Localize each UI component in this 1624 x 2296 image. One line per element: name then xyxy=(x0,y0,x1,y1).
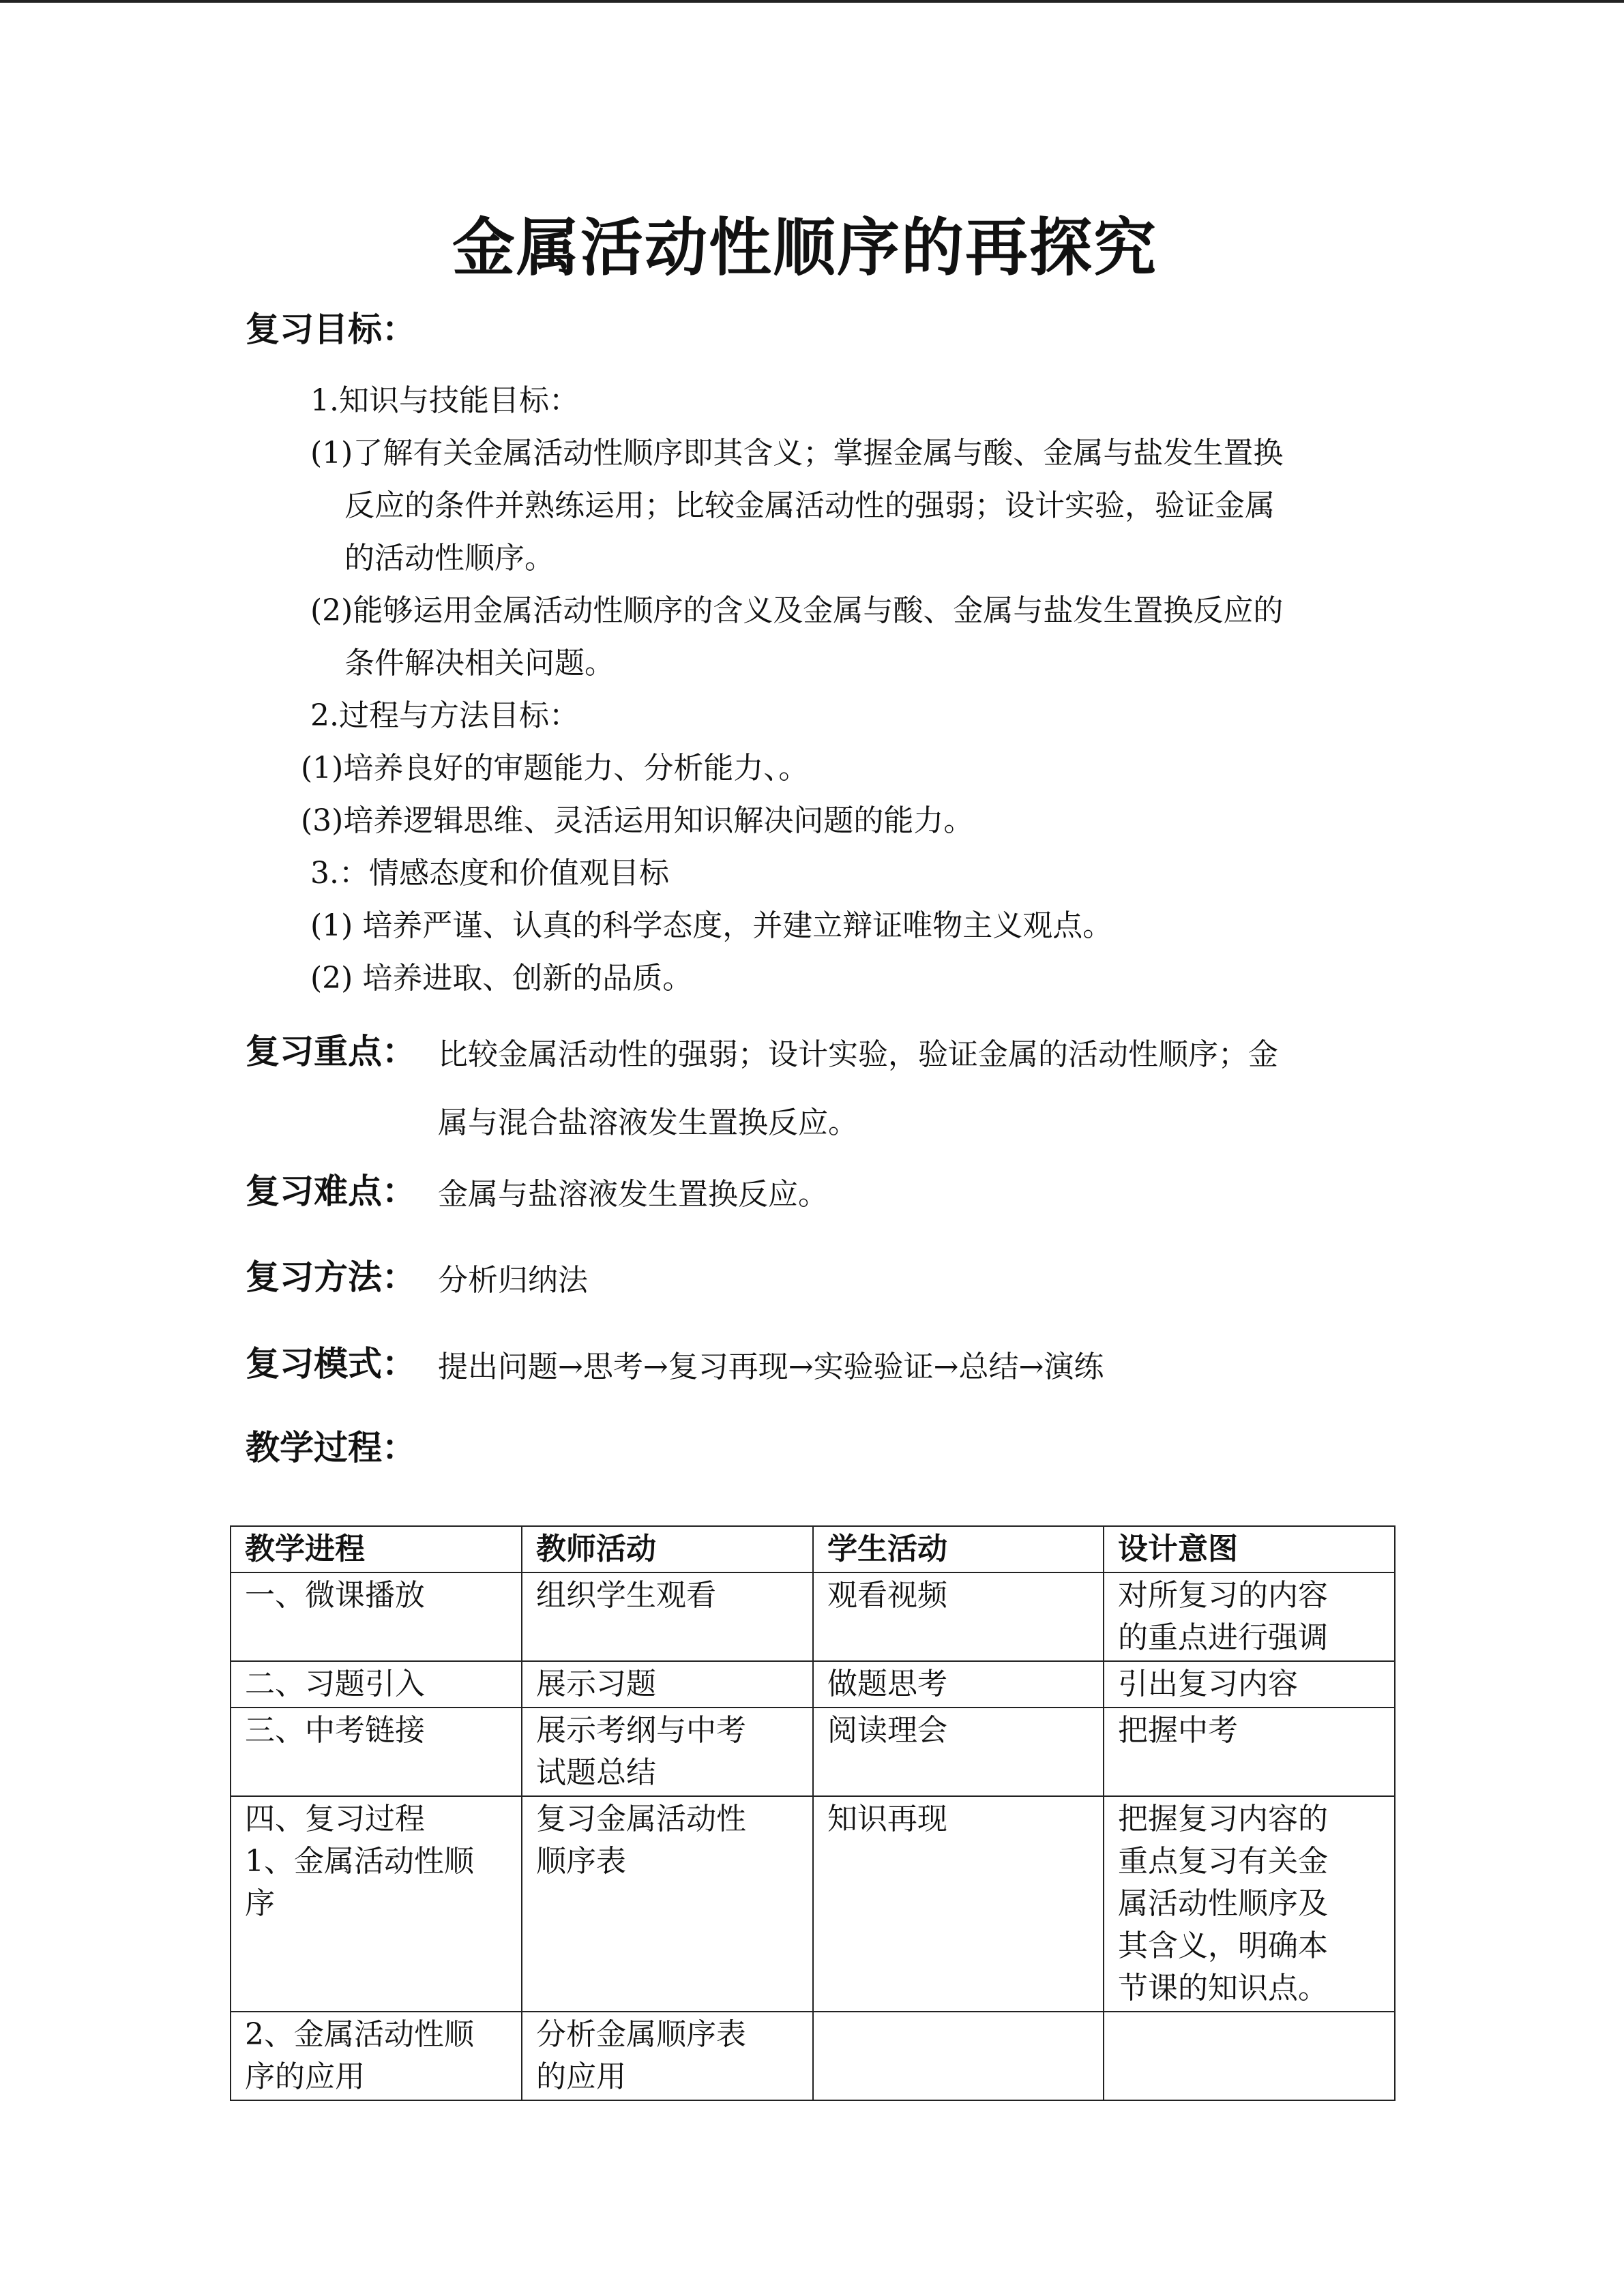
table-cell xyxy=(813,1572,1104,1661)
cell-text: 属活动性顺序及 xyxy=(1118,1886,1328,1921)
table-header-row xyxy=(231,1526,1395,1572)
key-points-label: 复习重点： xyxy=(246,1032,416,1071)
cell-text: 阅读理会 xyxy=(827,1713,947,1748)
cell-text: 复习金属活动性 xyxy=(536,1802,746,1836)
cell-text: 的重点进行强调 xyxy=(1118,1620,1328,1655)
objective-line: 3.：情感态度和价值观目标 xyxy=(310,856,669,891)
table-cell xyxy=(1104,1796,1395,2012)
column-header: 设计意图 xyxy=(1104,1526,1395,1572)
key-points-text: 比较金属活动性的强弱；设计实验，验证金属的活动性顺序；金 xyxy=(438,1037,1278,1072)
table-row xyxy=(231,1796,1395,2012)
cell-text: 节课的知识点。 xyxy=(1118,1971,1328,2006)
cell-text: 知识再现 xyxy=(827,1802,947,1836)
objective-line: (1) 培养严谨、认真的科学态度，并建立辩证唯物主义观点。 xyxy=(310,908,1113,943)
key-points-text-continued: 属与混合盐溶液发生置换反应。 xyxy=(438,1105,858,1140)
cell-text: 一、微课播放 xyxy=(245,1578,425,1613)
objective-line: 条件解决相关问题。 xyxy=(344,646,615,681)
table-cell xyxy=(231,1661,522,1708)
difficult-points-label: 复习难点： xyxy=(246,1172,416,1211)
table-cell xyxy=(1104,1661,1395,1708)
table-row xyxy=(231,1708,1395,1796)
table-row xyxy=(231,2012,1395,2100)
cell-text: 二、习题引入 xyxy=(245,1667,425,1701)
table-cell xyxy=(522,2012,813,2100)
table-cell xyxy=(522,1572,813,1661)
cell-text: 四、复习过程 xyxy=(245,1802,425,1836)
objective-line: 反应的条件并熟练运用；比较金属活动性的强弱；设计实验，验证金属 xyxy=(344,488,1275,523)
table-cell xyxy=(522,1796,813,2012)
cell-text: 对所复习的内容 xyxy=(1118,1578,1328,1613)
table-cell xyxy=(813,1661,1104,1708)
table-cell xyxy=(231,1572,522,1661)
column-header: 教师活动 xyxy=(522,1526,813,1572)
table-cell xyxy=(1104,1708,1395,1796)
column-header: 教学进程 xyxy=(231,1526,522,1572)
objective-line: (1)培养良好的审题能力、分析能力、。 xyxy=(301,751,809,786)
mode-text: 提出问题→思考→复习再现→实验验证→总结→演练 xyxy=(438,1350,1104,1384)
cell-text: 展示考纲与中考 xyxy=(536,1713,746,1748)
table-cell xyxy=(813,1708,1104,1796)
cell-text: 序的应用 xyxy=(245,2059,365,2094)
objective-line: 1.知识与技能目标： xyxy=(310,383,579,418)
column-header: 学生活动 xyxy=(813,1526,1104,1572)
cell-text: 观看视频 xyxy=(827,1578,947,1613)
table-cell xyxy=(231,1708,522,1796)
difficult-points-text: 金属与盐溶液发生置换反应。 xyxy=(438,1177,828,1212)
cell-text: 的应用 xyxy=(536,2059,626,2094)
page-top-border xyxy=(0,0,1624,3)
cell-text: 1、金属活动性顺 xyxy=(245,1844,474,1879)
page-title: 金属活动性顺序的再探究 xyxy=(452,211,1157,284)
cell-text: 试题总结 xyxy=(536,1755,656,1790)
table-cell xyxy=(1104,1572,1395,1661)
method-text: 分析归纳法 xyxy=(438,1263,588,1298)
mode-label: 复习模式： xyxy=(246,1344,416,1384)
cell-text: 序 xyxy=(245,1886,275,1921)
process-heading: 教学过程： xyxy=(246,1428,416,1467)
cell-text: 组织学生观看 xyxy=(536,1578,716,1613)
cell-text: 把握复习内容的 xyxy=(1118,1802,1328,1836)
table-row xyxy=(231,1661,1395,1708)
objectives-heading: 复习目标： xyxy=(246,310,416,349)
cell-text: 2、金属活动性顺 xyxy=(245,2017,474,2052)
table-cell xyxy=(522,1708,813,1796)
cell-text: 其含义，明确本 xyxy=(1118,1928,1328,1963)
method-label: 复习方法： xyxy=(246,1257,416,1297)
cell-text: 做题思考 xyxy=(827,1667,947,1701)
cell-text: 重点复习有关金 xyxy=(1118,1844,1328,1879)
objective-line: 2.过程与方法目标： xyxy=(310,698,579,733)
cell-text: 引出复习内容 xyxy=(1118,1667,1298,1701)
objective-line: (2) 培养进取、创新的品质。 xyxy=(310,961,693,996)
table-cell xyxy=(813,1796,1104,2012)
cell-text: 把握中考 xyxy=(1118,1713,1238,1748)
teaching-process-table xyxy=(230,1525,1396,2101)
objective-line: (1)了解有关金属活动性顺序即其含义；掌握金属与酸、金属与盐发生置换 xyxy=(310,436,1284,471)
objective-line: (3)培养逻辑思维、灵活运用知识解决问题的能力。 xyxy=(301,803,974,838)
objective-line: (2)能够运用金属活动性顺序的含义及金属与酸、金属与盐发生置换反应的 xyxy=(310,593,1284,628)
table-cell xyxy=(1104,2012,1395,2100)
table-cell xyxy=(522,1661,813,1708)
table-cell xyxy=(813,2012,1104,2100)
cell-text: 展示习题 xyxy=(536,1667,656,1701)
table-cell xyxy=(231,1796,522,2012)
objective-line: 的活动性顺序。 xyxy=(344,541,555,576)
cell-text: 三、中考链接 xyxy=(245,1713,425,1748)
cell-text: 顺序表 xyxy=(536,1844,626,1879)
table-cell xyxy=(231,2012,522,2100)
cell-text: 分析金属顺序表 xyxy=(536,2017,746,2052)
table-row xyxy=(231,1572,1395,1661)
